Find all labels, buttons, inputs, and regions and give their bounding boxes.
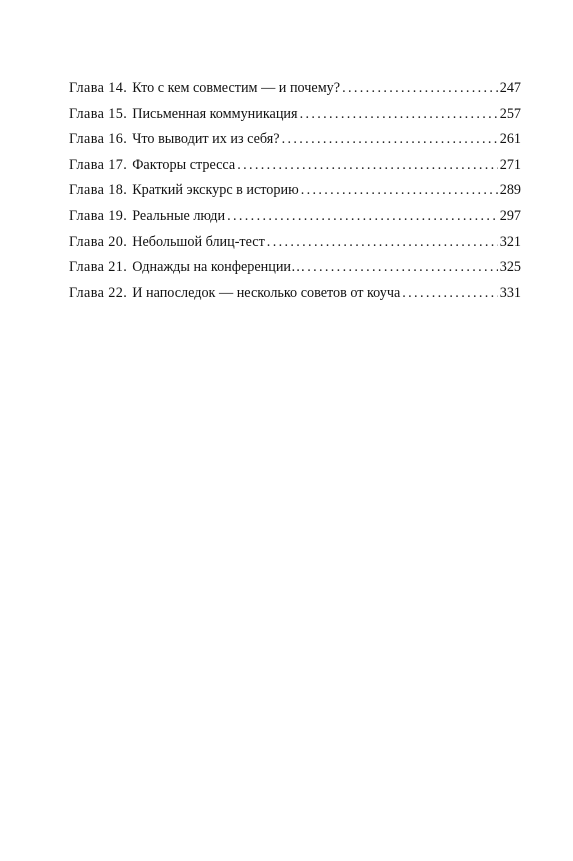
chapter-label: Глава 21.: [69, 259, 128, 276]
dot-leader: [301, 182, 498, 199]
chapter-label: Глава 17.: [69, 156, 128, 173]
chapter-title: Небольшой блиц-тест: [132, 233, 265, 250]
page-number: 289: [499, 182, 521, 199]
chapter-label: Глава 19.: [69, 207, 128, 224]
chapter-label: Глава 18.: [69, 182, 128, 199]
toc-entry-chapter-14: [69, 80, 521, 106]
dot-leader: [267, 234, 498, 251]
toc-entry-chapter-16: [69, 131, 521, 157]
chapter-title: Однажды на конференции…: [132, 259, 306, 276]
page-number: 247: [499, 80, 521, 96]
toc-entry-chapter-15: [69, 106, 521, 132]
chapter-title: И напоследок — несколько советов от коуча: [132, 284, 401, 301]
dot-leader: [402, 285, 497, 302]
toc-entry-chapter-18: [69, 182, 521, 208]
page-number: 297: [499, 207, 521, 224]
chapter-label: Глава 16.: [69, 131, 128, 148]
dot-leader: [300, 106, 498, 123]
chapter-label: Глава 15.: [69, 105, 128, 122]
page-number: 325: [499, 259, 521, 276]
chapter-title: Что выводит их из себя?: [132, 131, 280, 148]
chapter-label: Глава 20.: [69, 233, 128, 250]
toc-entry-chapter-17: [69, 157, 521, 183]
page-number: 257: [499, 105, 521, 122]
dot-leader: [307, 259, 498, 276]
page-number: 321: [499, 233, 521, 250]
dot-leader: [227, 208, 498, 225]
chapter-title: Краткий экскурс в историю: [132, 182, 299, 199]
dot-leader: [282, 131, 498, 148]
chapter-title: Факторы стресса: [132, 156, 236, 173]
chapter-label: Глава 22.: [69, 284, 128, 301]
chapter-title: Реальные люди: [132, 207, 226, 224]
toc-entry-chapter-22: [69, 285, 521, 311]
toc-entry-chapter-19: [69, 208, 521, 234]
page-number: 331: [499, 284, 521, 301]
chapter-title: Письменная коммуникация: [132, 105, 298, 122]
toc-entry-chapter-20: [69, 234, 521, 260]
chapter-title: Кто с кем совместим — и почему?: [132, 80, 341, 96]
chapter-label: Глава 14.: [69, 80, 128, 96]
dot-leader: [237, 157, 498, 174]
page-number: 271: [499, 156, 521, 173]
table-of-contents: [69, 80, 521, 310]
page-number: 261: [499, 131, 521, 148]
dot-leader: [342, 80, 498, 97]
toc-entry-chapter-21: [69, 259, 521, 285]
